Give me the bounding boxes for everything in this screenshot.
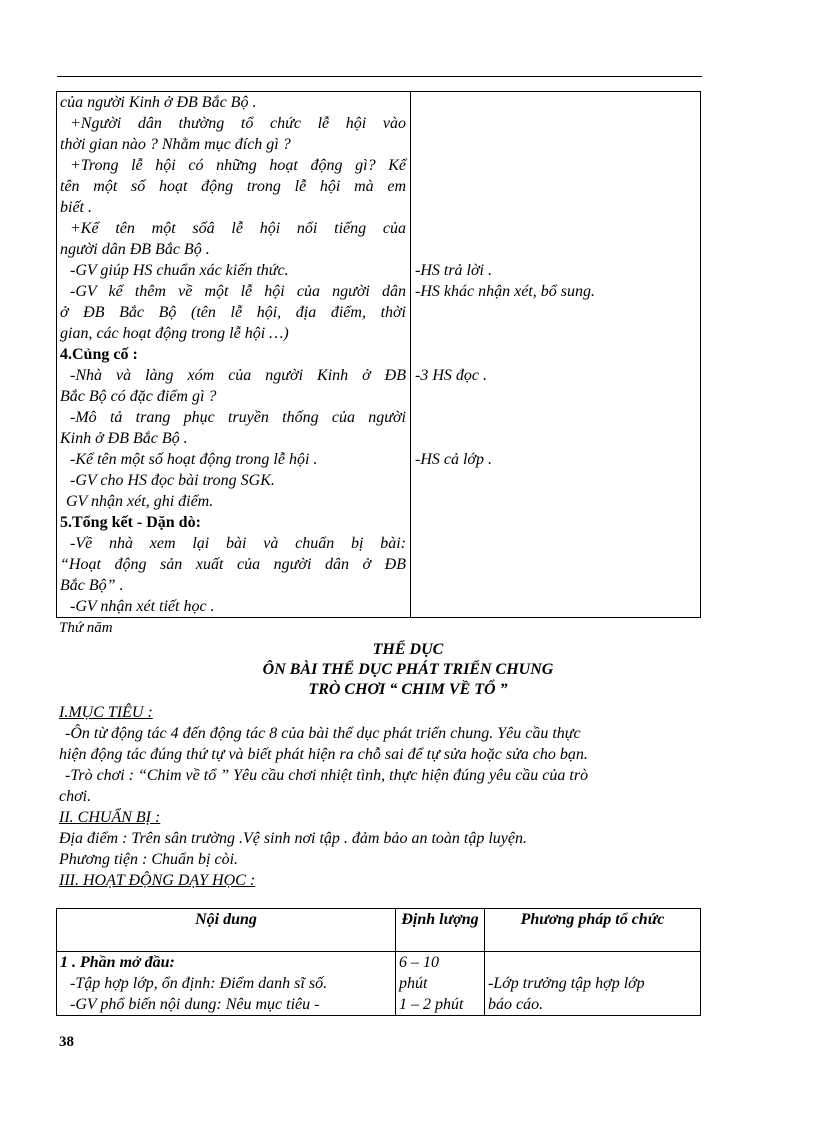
col-header-method: Phương pháp tổ chức bbox=[485, 909, 701, 952]
method-text: -Lớp trưởng tập hợp lớp bbox=[488, 975, 645, 992]
text-line: gian, các hoạt động trong lễ hội …) bbox=[60, 325, 289, 342]
text-line: +Kể tên một sốâ lễ hội nổi tiếng của bbox=[70, 220, 406, 237]
content-cell bbox=[57, 952, 396, 1016]
objective-text: chơi. bbox=[59, 788, 92, 805]
duration: phút bbox=[399, 975, 428, 992]
objectives-section bbox=[59, 702, 703, 891]
duration: 1 – 2 phút bbox=[399, 996, 464, 1013]
text-line: -Nhà và làng xóm của người Kinh ở ĐB bbox=[70, 367, 406, 384]
text-line: Bắc Bộ có đặc điểm gì ? bbox=[60, 388, 217, 405]
location-text: Địa điểm : Trên sân trường .Vệ sinh nơi tập . đảm bảo an toàn tập luyện. bbox=[59, 830, 528, 847]
objective-text: -Trò chơi : “Chim về tổ ” Yêu cầu chơi nhiệt tình, thực hiện đúng yêu cầu của trò bbox=[65, 767, 589, 784]
content-line: -Tập hợp lớp, ổn định: Điểm danh sĩ số. bbox=[70, 975, 328, 992]
text-line: +Trong lễ hội có những hoạt động gì? Kể bbox=[70, 157, 406, 174]
quantity-cell bbox=[396, 952, 485, 1016]
game-title: TRÒ CHƠI “ CHIM VỀ TỔ ” bbox=[308, 681, 508, 698]
day-label: Thứ năm bbox=[59, 620, 113, 636]
text-line: -GV nhận xét tiết học . bbox=[70, 598, 215, 615]
col-header-quantity: Định lượng bbox=[396, 909, 485, 952]
method-cell bbox=[485, 952, 701, 1016]
text-line: -Mô tả trang phục truyền thống của người bbox=[70, 409, 406, 426]
section-heading-mo-dau: 1 . Phần mở đầu: bbox=[60, 954, 175, 971]
section-heading-cung-co: 4.Củng cố : bbox=[60, 346, 138, 363]
lesson-table-continued bbox=[56, 91, 701, 618]
activity-column bbox=[57, 92, 411, 618]
text-line: người dân ĐB Bắc Bộ . bbox=[60, 241, 210, 258]
lesson-title: ÔN BÀI THỂ DỤC PHÁT TRIỂN CHUNG bbox=[262, 661, 554, 678]
text-line: -GV kể thêm về một lễ hội của người dân bbox=[70, 283, 406, 300]
duration: 6 – 10 bbox=[399, 954, 439, 971]
text-line: Bắc Bộ” . bbox=[60, 577, 124, 594]
text-line: -Kể tên một số hoạt động trong lễ hội . bbox=[70, 451, 318, 468]
content-line: -GV phổ biến nội dung: Nêu mục tiêu - bbox=[70, 996, 320, 1013]
text-line: +Người dân thường tổ chức lễ hội vào bbox=[70, 115, 406, 132]
student-response: -HS trả lời . bbox=[415, 262, 492, 279]
method-text: báo cáo. bbox=[488, 996, 544, 1013]
lesson-subject: THỂ DỤC bbox=[372, 641, 444, 658]
text-line: -Về nhà xem lại bài và chuẩn bị bài: bbox=[70, 535, 406, 552]
objective-text: hiện động tác đúng thứ tự và biết phát hiện ra chỗ sai để tự sửa hoặc sửa cho bạn. bbox=[59, 746, 588, 763]
text-line: thời gian nào ? Nhằm mục đích gì ? bbox=[60, 136, 291, 153]
header-rule bbox=[57, 76, 702, 77]
text-line: ở ĐB Bắc Bộ (tên lễ hội, địa điểm, thời bbox=[60, 304, 406, 321]
text-line: “Hoạt động sản xuất của người dân ở ĐB bbox=[60, 556, 406, 573]
student-column bbox=[411, 92, 701, 618]
preparation-heading: II. CHUẨN BỊ : bbox=[59, 809, 161, 826]
text-line: biết . bbox=[60, 199, 92, 216]
text-line: tên một số hoạt động trong lễ hội mà em bbox=[60, 178, 406, 195]
section-heading-tong-ket: 5.Tổng kết - Dặn dò: bbox=[60, 514, 201, 531]
text-line: GV nhận xét, ghi điểm. bbox=[66, 493, 214, 510]
text-line: -GV giúp HS chuẩn xác kiến thức. bbox=[70, 262, 289, 279]
text-line: Kinh ở ĐB Bắc Bộ . bbox=[60, 430, 188, 447]
text-line: -GV cho HS đọc bài trong SGK. bbox=[70, 472, 275, 489]
activities-heading: III. HOẠT ĐỘNG DẠY HỌC : bbox=[59, 872, 256, 889]
objectives-heading: I.MỤC TIÊU : bbox=[59, 704, 153, 721]
col-header-content: Nội dung bbox=[57, 909, 396, 952]
objective-text: -Ôn từ động tác 4 đến động tác 8 của bài thể dục phát triển chung. Yêu cầu thực bbox=[65, 725, 581, 742]
equipment-text: Phương tiện : Chuẩn bị còi. bbox=[59, 851, 239, 868]
activities-table bbox=[56, 908, 701, 1016]
student-response: -HS cả lớp . bbox=[415, 451, 492, 468]
student-response: -3 HS đọc . bbox=[415, 367, 487, 384]
page-number: 38 bbox=[59, 1034, 74, 1050]
text-line: của người Kinh ở ĐB Bắc Bộ . bbox=[60, 94, 257, 111]
student-response: -HS khác nhận xét, bổ sung. bbox=[415, 283, 595, 300]
